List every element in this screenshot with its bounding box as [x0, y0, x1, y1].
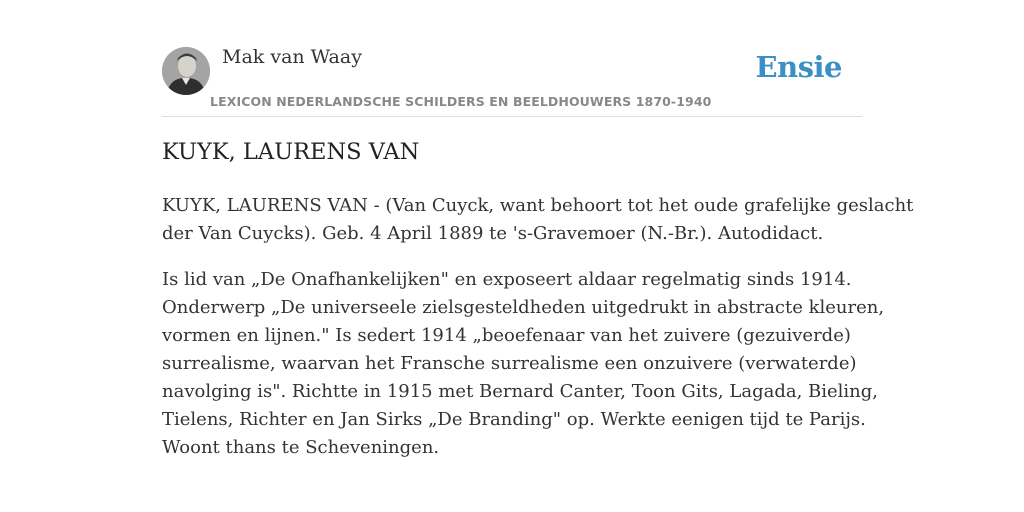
portrait-icon [162, 47, 210, 95]
text-line: Tielens, Richter en Jan Sirks „De Branding" op. Werkte eenigen tijd te Parijs. [162, 409, 866, 430]
text-line: navolging is". Richtte in 1915 met Bernard Canter, Toon Gits, Lagada, Bieling, [162, 381, 879, 402]
paragraph [162, 266, 885, 462]
text-line: surrealisme, waarvan het Fransche surrealisme een onzuivere (verwaterde) [162, 353, 857, 374]
author-name[interactable]: Mak van Waay [222, 46, 362, 68]
article-title: KUYK, LAURENS VAN [162, 139, 420, 165]
text-line: Woont thans te Scheveningen. [162, 437, 440, 458]
article-body [162, 192, 914, 480]
author-avatar[interactable] [162, 47, 210, 95]
text-line: KUYK, LAURENS VAN - (Van Cuyck, want behoort tot het oude grafelijke geslacht [162, 195, 914, 216]
text-line: Is lid van „De Onafhankelijken" en exposeert aldaar regelmatig sinds 1914. [162, 269, 852, 290]
paragraph [162, 192, 914, 248]
text-line: der Van Cuycks). Geb. 4 April 1889 te 's-Gravemoer (N.-Br.). Autodidact. [162, 223, 824, 244]
brand-logo[interactable]: Ensie [755, 50, 842, 84]
header [162, 44, 862, 117]
text-line: Onderwerp „De universeele zielsgesteldheden uitgedrukt in abstracte kleuren, [162, 297, 885, 318]
text-line: vormen en lijnen." Is sedert 1914 „beoefenaar van het zuivere (gezuiverde) [162, 325, 851, 346]
source-title[interactable]: LEXICON NEDERLANDSCHE SCHILDERS EN BEELDHOUWERS 1870-1940 [210, 94, 712, 109]
